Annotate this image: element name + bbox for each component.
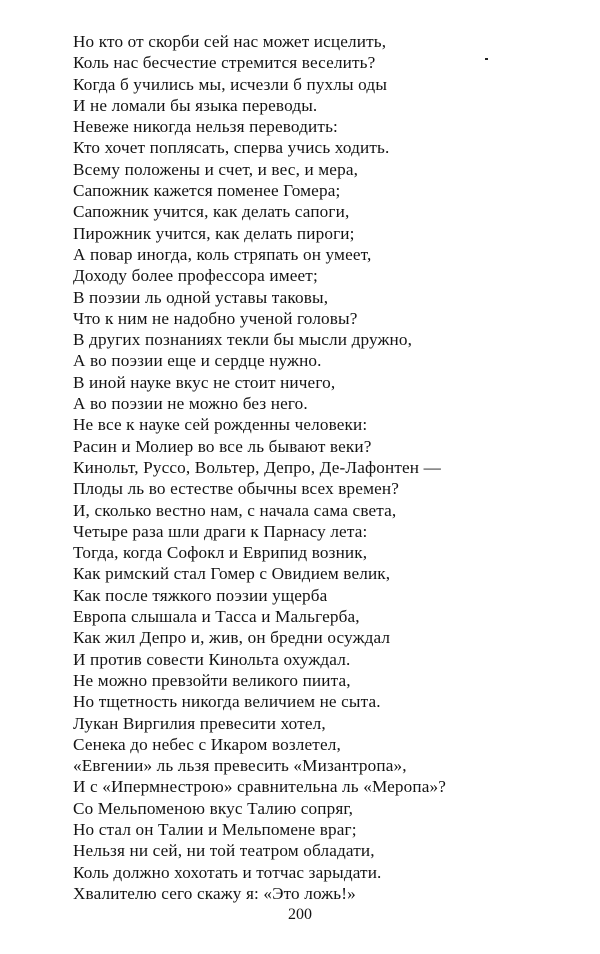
poem-line: Но кто от скорби сей нас может исцелить,	[73, 32, 387, 51]
poem-text	[73, 31, 543, 904]
poem-line: Сапожник кажется поменее Гомера;	[73, 181, 341, 201]
poem-line: Хвалителю сего скажу я: «Это ложь!»	[73, 883, 356, 903]
poem-line: Тогда, когда Софокл и Еврипид возник,	[73, 543, 368, 563]
poem-line: Сапожник учится, как делать сапоги,	[73, 202, 350, 222]
poem-line: Европа слышала и Тасса и Мальгерба,	[73, 607, 360, 627]
poem-line: Как жил Депро и, жив, он бредни осуждал	[73, 628, 391, 648]
poem-line: А повар иногда, коль стряпать он умеет,	[73, 244, 372, 264]
poem-line: Но стал он Талии и Мельпомене враг;	[73, 819, 357, 839]
poem-line: И с «Ипермнестрою» сравнительна ль «Меропа»?	[73, 777, 447, 797]
poem-line: В иной науке вкус не стоит ничего,	[73, 372, 336, 392]
poem-line: Со Мельпоменою вкус Талию сопряг,	[73, 798, 354, 818]
poem-line: Когда б учились мы, исчезли б пухлы оды	[73, 74, 388, 94]
poem-line: Расин и Молиер во все ль бывают веки?	[73, 436, 372, 456]
poem-line: Как римский стал Гомер с Овидием велик,	[73, 564, 391, 584]
poem-line: Сенека до небес с Икаром возлетел,	[73, 734, 341, 754]
poem-line: Нельзя ни сей, ни той театром обладати,	[73, 841, 375, 861]
poem-line: «Евгении» ль льзя превесить «Мизантропа»,	[73, 756, 407, 776]
poem-line: Невеже никогда нельзя переводить:	[73, 117, 338, 137]
poem-line: Не можно превзойти великого пиита,	[73, 670, 351, 690]
poem-line: И не ломали бы языка переводы.	[73, 95, 318, 115]
poem-line: Как после тяжкого поэзии ущерба	[73, 585, 328, 605]
poem-line: И против совести Кинольта охуждал.	[73, 649, 351, 669]
poem-line: Не все к науке сей рожденны человеки:	[73, 415, 368, 435]
poem-line: В других познаниях текли бы мысли дружно,	[73, 330, 413, 350]
poem-line: Кто хочет поплясать, сперва учись ходить.	[73, 138, 390, 158]
poem-line: И, сколько вестно нам, с начала сама света,	[73, 500, 397, 520]
poem-line: Коль нас бесчестие стремится веселить?	[73, 53, 376, 73]
poem-line: Плоды ль во естестве обычны всех времен?	[73, 479, 399, 499]
poem-line: Пирожник учится, как делать пироги;	[73, 223, 355, 243]
poem-line: Но тщетность никогда величием не сыта.	[73, 692, 381, 712]
poem-line: Коль должно хохотать и тотчас зарыдати.	[73, 862, 382, 882]
poem-line: Что к ним не надобно ученой головы?	[73, 308, 358, 328]
poem-line: Доходу более профессора имеет;	[73, 266, 318, 286]
poem-line: Четыре раза шли драги к Парнасу лета:	[73, 521, 368, 541]
poem-line: А во поэзии не можно без него.	[73, 394, 308, 414]
poem-line: В поэзии ль одной уставы таковы,	[73, 287, 329, 307]
poem-line: Всему положены и счет, и вес, и мера,	[73, 159, 359, 179]
poem-line: Лукан Виргилия превесити хотел,	[73, 713, 326, 733]
poem-line: А во поэзии еще и сердце нужно.	[73, 351, 322, 371]
page-number: 200	[288, 906, 312, 923]
poem-line: Кинольт, Руссо, Вольтер, Депро, Де-Лафонтен —	[73, 457, 441, 477]
